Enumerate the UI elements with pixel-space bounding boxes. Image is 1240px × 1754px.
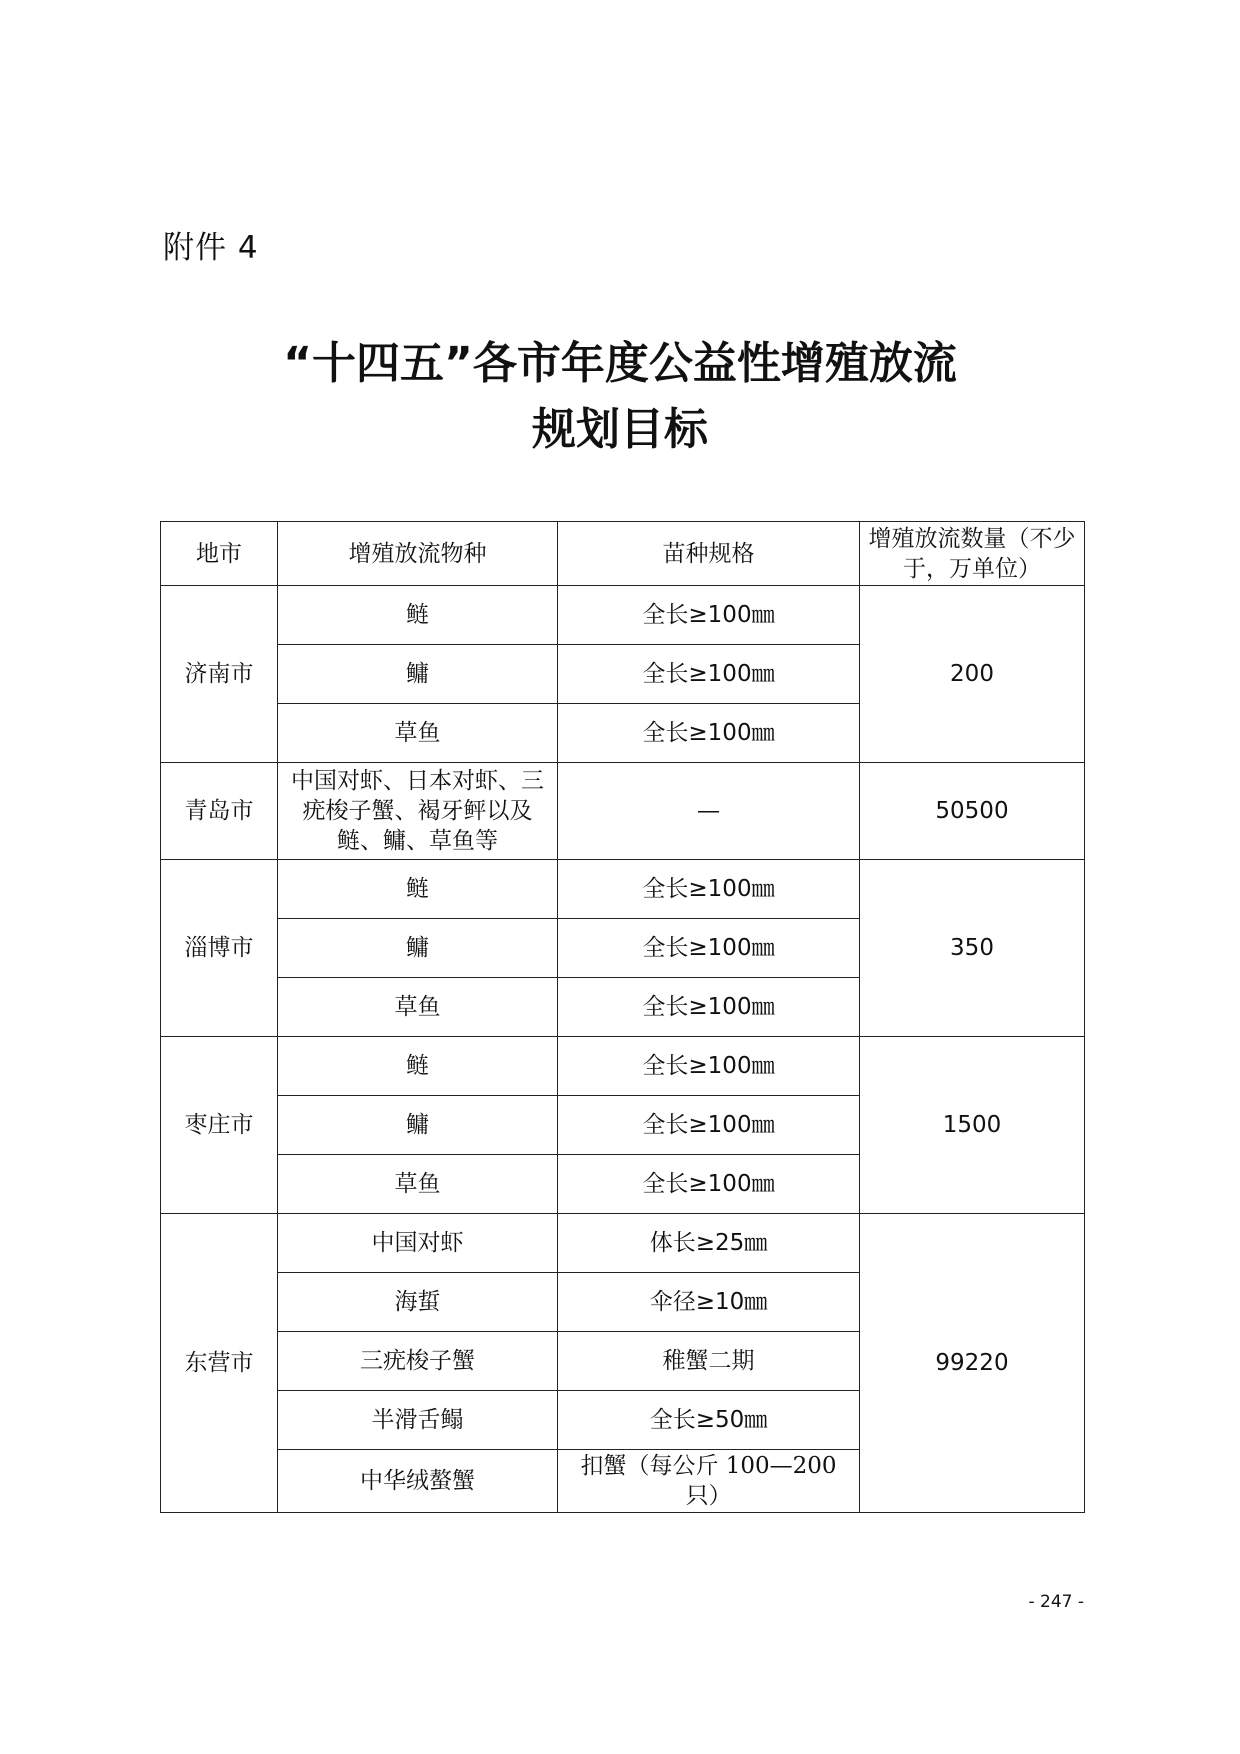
species-cell: 中华绒螯蟹 bbox=[278, 1450, 558, 1513]
table-row bbox=[161, 860, 1085, 919]
species-cell: 草鱼 bbox=[278, 978, 558, 1037]
quantity-cell: 350 bbox=[860, 860, 1085, 1037]
table-row bbox=[161, 1214, 1085, 1273]
species-cell: 半滑舌鳎 bbox=[278, 1391, 558, 1450]
quantity-cell: 200 bbox=[860, 586, 1085, 763]
city-cell: 青岛市 bbox=[161, 763, 278, 860]
spec-cell: 全长≥100㎜ bbox=[558, 919, 860, 978]
species-cell: 草鱼 bbox=[278, 704, 558, 763]
species-cell: 鲢 bbox=[278, 860, 558, 919]
city-cell: 淄博市 bbox=[161, 860, 278, 1037]
release-plan-table bbox=[160, 521, 1085, 1513]
spec-cell: 全长≥50㎜ bbox=[558, 1391, 860, 1450]
spec-cell: 全长≥100㎜ bbox=[558, 645, 860, 704]
spec-cell: 扣蟹（每公斤 100—200 只） bbox=[558, 1450, 860, 1513]
spec-cell: 全长≥100㎜ bbox=[558, 1037, 860, 1096]
table-row bbox=[161, 586, 1085, 645]
page-number: - 247 - bbox=[1028, 1592, 1084, 1612]
spec-cell: 体长≥25㎜ bbox=[558, 1214, 860, 1273]
spec-cell: 全长≥100㎜ bbox=[558, 1155, 860, 1214]
spec-cell: 全长≥100㎜ bbox=[558, 1096, 860, 1155]
species-cell: 三疣梭子蟹 bbox=[278, 1332, 558, 1391]
species-cell: 鲢 bbox=[278, 1037, 558, 1096]
city-cell: 东营市 bbox=[161, 1214, 278, 1513]
species-cell: 鳙 bbox=[278, 1096, 558, 1155]
quantity-cell: 50500 bbox=[860, 763, 1085, 860]
species-cell: 海蜇 bbox=[278, 1273, 558, 1332]
attachment-label: 附件 4 bbox=[163, 230, 259, 266]
quantity-cell: 99220 bbox=[860, 1214, 1085, 1513]
spec-cell: 全长≥100㎜ bbox=[558, 586, 860, 645]
table-header-row bbox=[161, 522, 1085, 586]
table-row bbox=[161, 763, 1085, 860]
spec-cell: — bbox=[558, 763, 860, 860]
table-row bbox=[161, 1037, 1085, 1096]
header-spec: 苗种规格 bbox=[558, 522, 860, 586]
species-cell: 草鱼 bbox=[278, 1155, 558, 1214]
header-species: 增殖放流物种 bbox=[278, 522, 558, 586]
city-cell: 济南市 bbox=[161, 586, 278, 763]
species-cell: 中国对虾 bbox=[278, 1214, 558, 1273]
spec-cell: 全长≥100㎜ bbox=[558, 978, 860, 1037]
spec-cell: 伞径≥10㎜ bbox=[558, 1273, 860, 1332]
header-city: 地市 bbox=[161, 522, 278, 586]
spec-cell: 全长≥100㎜ bbox=[558, 860, 860, 919]
species-cell: 鲢 bbox=[278, 586, 558, 645]
species-cell: 鳙 bbox=[278, 645, 558, 704]
document-title-line2: 规划目标 bbox=[532, 404, 708, 455]
spec-cell: 稚蟹二期 bbox=[558, 1332, 860, 1391]
spec-cell: 全长≥100㎜ bbox=[558, 704, 860, 763]
document-title-line1: “十四五”各市年度公益性增殖放流 bbox=[283, 338, 957, 389]
species-cell: 中国对虾、日本对虾、三疣梭子蟹、褐牙鲆以及鲢、鳙、草鱼等 bbox=[278, 763, 558, 860]
city-cell: 枣庄市 bbox=[161, 1037, 278, 1214]
header-quantity: 增殖放流数量（不少于，万单位） bbox=[860, 522, 1085, 586]
species-cell: 鳙 bbox=[278, 919, 558, 978]
quantity-cell: 1500 bbox=[860, 1037, 1085, 1214]
